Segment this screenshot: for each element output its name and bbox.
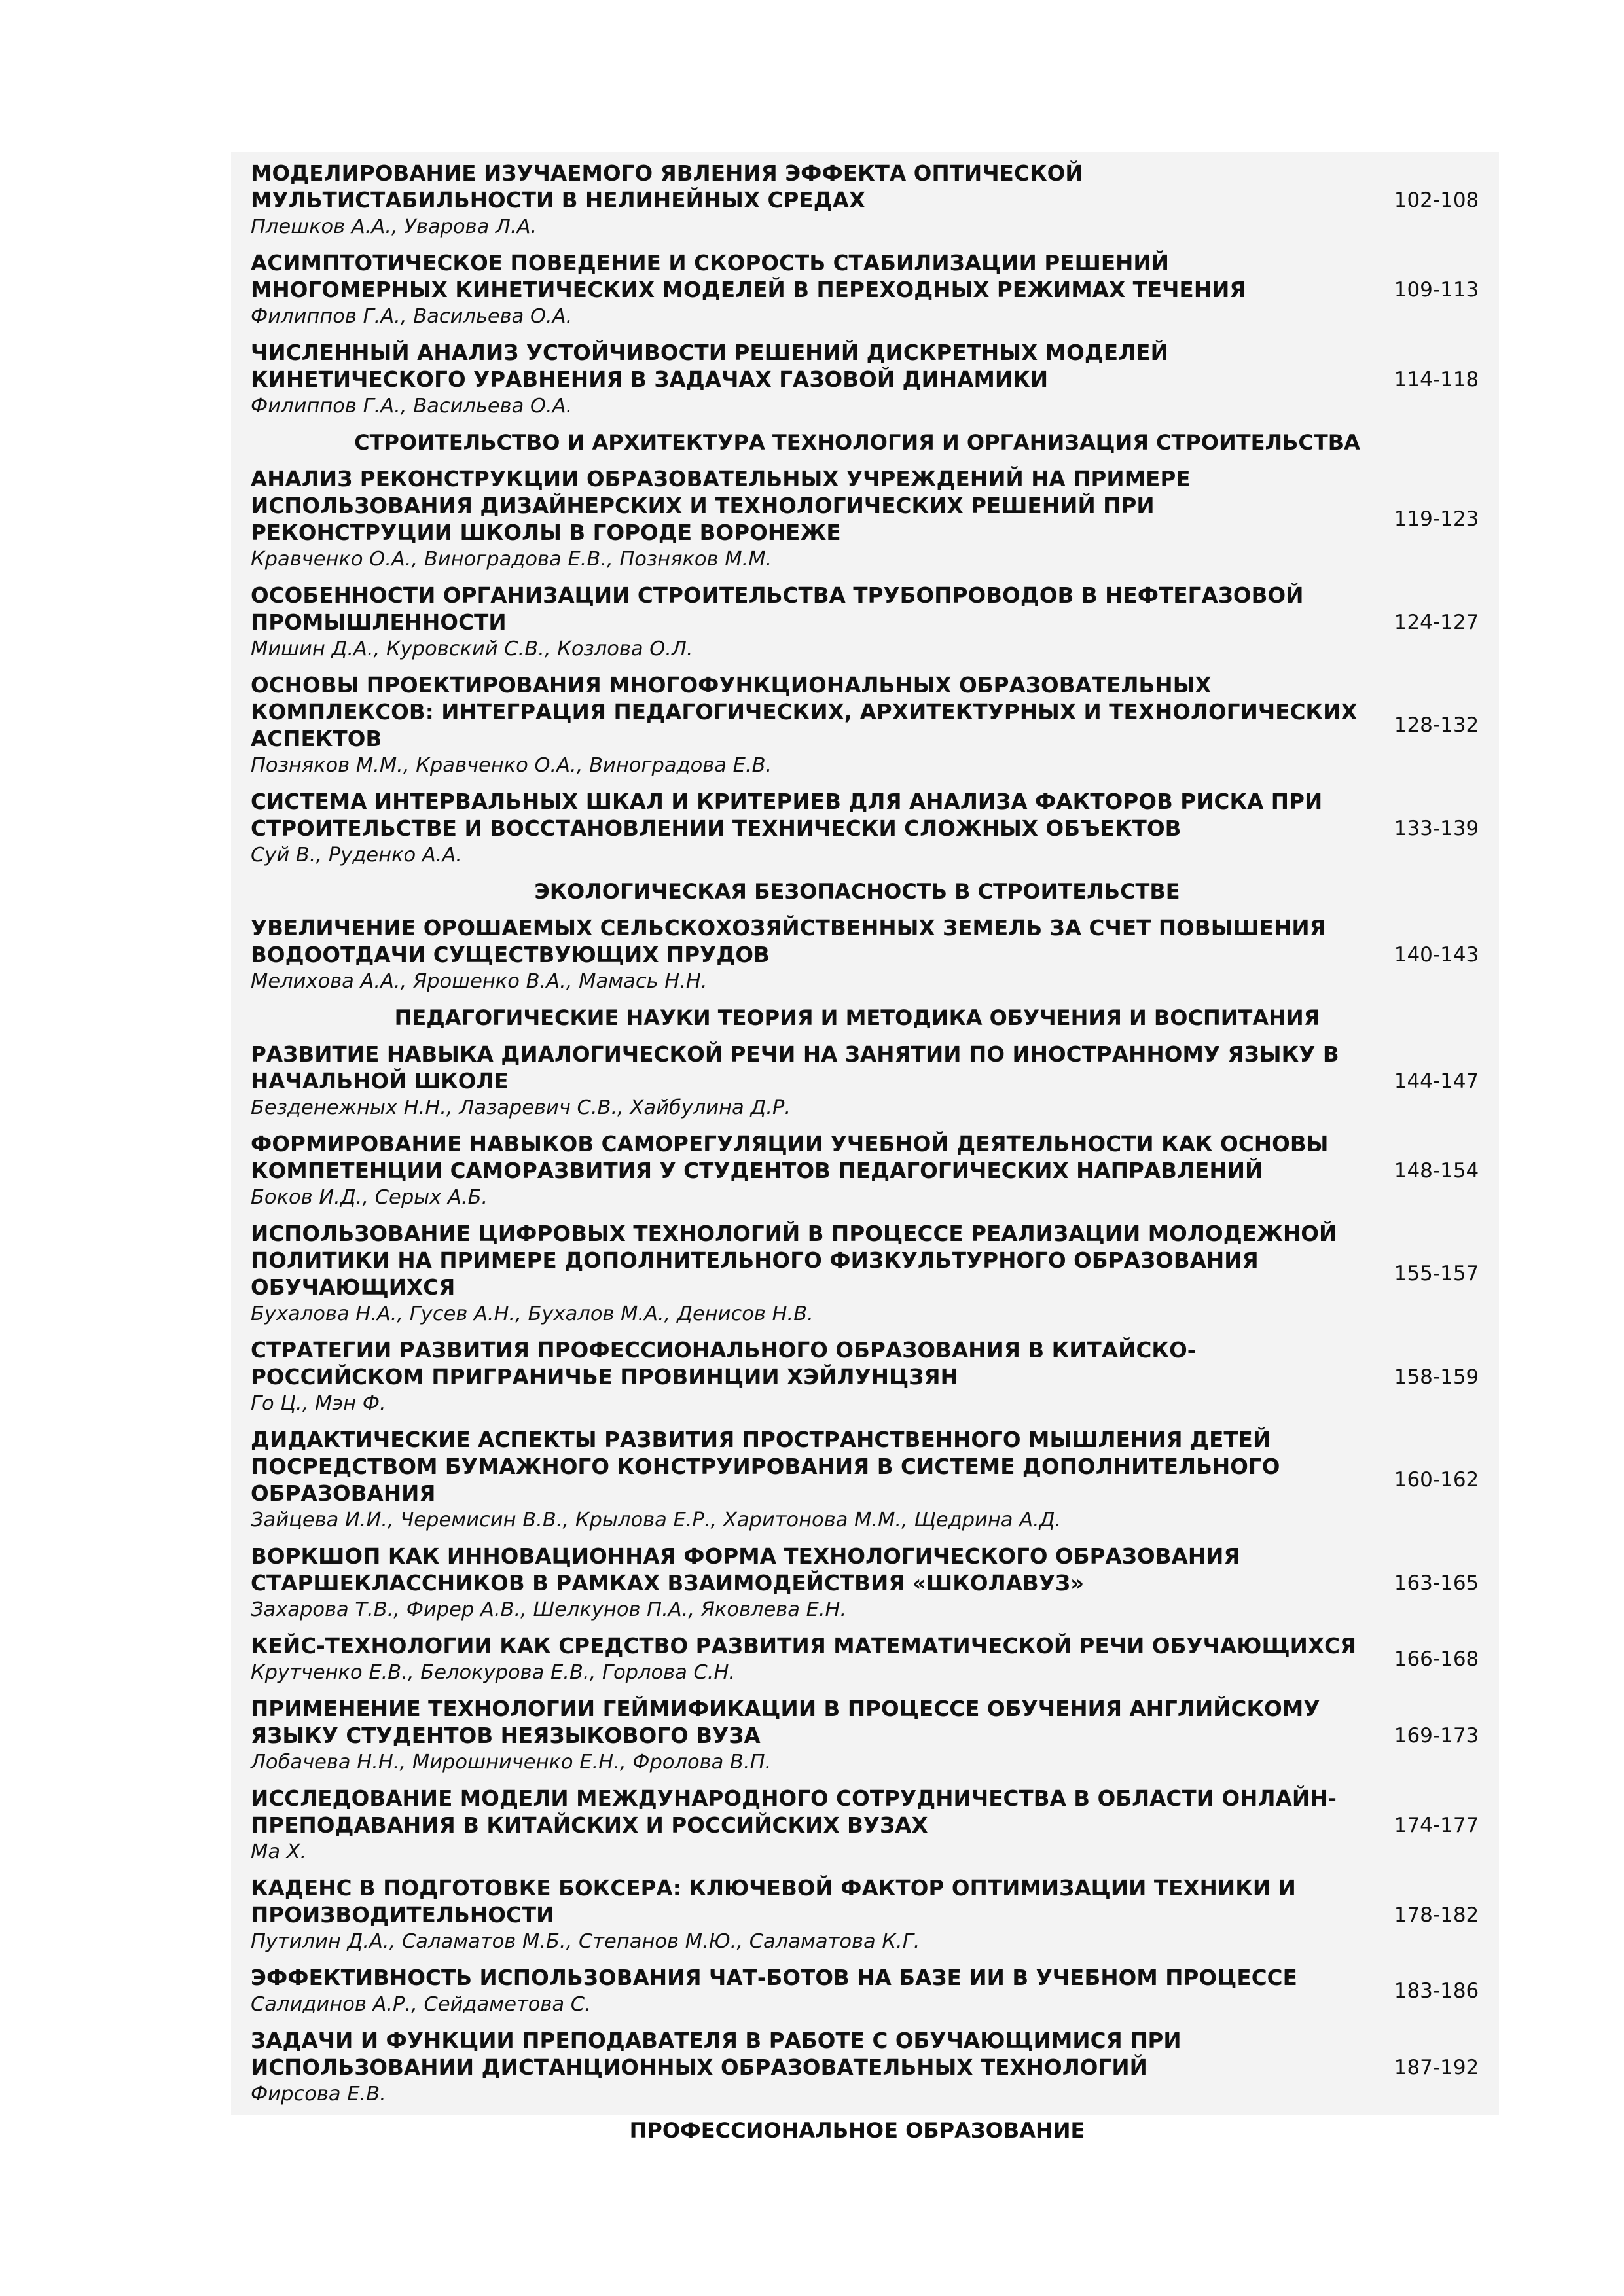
toc-entry bbox=[251, 1696, 1483, 1775]
entry-authors: Захарова Т.В., Фирер А.В., Шелкунов П.А., Яковлева Е.Н. bbox=[251, 1598, 847, 1621]
entry-authors: Боков И.Д., Серых А.Б. bbox=[251, 1186, 488, 1209]
entry-authors: Путилин Д.А., Саламатов М.Б., Степанов М.Ю., Саламатова К.Г. bbox=[251, 1930, 920, 1953]
entry-pages: 158-159 bbox=[1394, 1365, 1479, 1389]
entry-authors: Зайцева И.И., Черемисин В.В., Крылова Е.Р., Харитонова М.М., Щедрина А.Д. bbox=[251, 1509, 1062, 1532]
toc-entry bbox=[251, 2028, 1483, 2107]
entry-pages: 166-168 bbox=[1394, 1647, 1479, 1671]
entry-authors: Мелихова А.А., Ярошенко В.А., Мамась Н.Н. bbox=[251, 970, 708, 993]
entry-authors: Ма Х. bbox=[251, 1840, 307, 1863]
toc-entry bbox=[251, 1785, 1483, 1865]
entry-authors: Салидинов А.Р., Сейдаметова С. bbox=[251, 1993, 591, 2016]
entry-title: СТРАТЕГИИ РАЗВИТИЯ ПРОФЕССИОНАЛЬНОГО ОБРАЗОВАНИЯ В КИТАЙСКО-РОССИЙСКОМ ПРИГРАНИЧЬЕ ПРОВИНЦИИ ХЭЙЛУНЦЗЯН bbox=[251, 1338, 1197, 1390]
section-heading: ПРОФЕССИОНАЛЬНОЕ ОБРАЗОВАНИЕ bbox=[629, 2118, 1085, 2143]
entry-authors: Филиппов Г.А., Васильева О.А. bbox=[251, 395, 573, 418]
entry-authors: Плешков А.А., Уварова Л.А. bbox=[251, 215, 537, 238]
toc-entry bbox=[251, 583, 1483, 662]
entry-title: ФОРМИРОВАНИЕ НАВЫКОВ САМОРЕГУЛЯЦИИ УЧЕБНОЙ ДЕЯТЕЛЬНОСТИ КАК ОСНОВЫ КОМПЕТЕНЦИИ САМОРАЗВИТИЯ У СТУДЕНТОВ ПЕДАГОГИЧЕСКИХ НАПРАВЛЕНИЙ bbox=[251, 1132, 1329, 1183]
entry-pages: 178-182 bbox=[1394, 1903, 1479, 1927]
entry-authors: Крутченко Е.В., Белокурова Е.В., Горлова С.Н. bbox=[251, 1661, 736, 1684]
entry-title: ЗАДАЧИ И ФУНКЦИИ ПРЕПОДАВАТЕЛЯ В РАБОТЕ С ОБУЧАЮЩИМИСЯ ПРИ ИСПОЛЬЗОВАНИИ ДИСТАНЦИОННЫХ ОБРАЗОВАТЕЛЬНЫХ ТЕХНОЛОГИЙ bbox=[251, 2028, 1182, 2080]
entry-pages: 155-157 bbox=[1394, 1262, 1479, 1285]
entry-pages: 133-139 bbox=[1394, 816, 1479, 840]
entry-pages: 187-192 bbox=[1394, 2055, 1479, 2079]
toc-entry bbox=[251, 1965, 1483, 2017]
entry-title: РАЗВИТИЕ НАВЫКА ДИАЛОГИЧЕСКОЙ РЕЧИ НА ЗАНЯТИИ ПО ИНОСТРАННОМУ ЯЗЫКУ В НАЧАЛЬНОЙ ШКОЛЕ bbox=[251, 1042, 1339, 1094]
entry-pages: 102-108 bbox=[1394, 188, 1479, 212]
toc-entry bbox=[251, 1131, 1483, 1210]
entry-pages: 183-186 bbox=[1394, 1979, 1479, 2003]
entry-title: ДИДАКТИЧЕСКИЕ АСПЕКТЫ РАЗВИТИЯ ПРОСТРАНСТВЕННОГО МЫШЛЕНИЯ ДЕТЕЙ ПОСРЕДСТВОМ БУМАЖНОГО КОНСТРУИРОВАНИЯ В СИСТЕМЕ ДОПОЛНИТЕЛЬНОГО ОБРАЗОВАНИЯ bbox=[251, 1427, 1280, 1506]
entry-pages: 140-143 bbox=[1394, 942, 1479, 967]
entry-title: ВОРКШОП КАК ИННОВАЦИОННАЯ ФОРМА ТЕХНОЛОГИЧЕСКОГО ОБРАЗОВАНИЯ СТАРШЕКЛАССНИКОВ В РАМКАХ ВЗАИМОДЕЙСТВИЯ «ШКОЛАВУЗ» bbox=[251, 1544, 1240, 1596]
entry-authors: Бухалова Н.А., Гусев А.Н., Бухалов М.А., Денисов Н.В. bbox=[251, 1302, 814, 1325]
toc-entry bbox=[251, 672, 1483, 778]
entry-authors: Го Ц., Мэн Ф. bbox=[251, 1392, 386, 1415]
entry-title: ЧИСЛЕННЫЙ АНАЛИЗ УСТОЙЧИВОСТИ РЕШЕНИЙ ДИСКРЕТНЫХ МОДЕЛЕЙ КИНЕТИЧЕСКОГО УРАВНЕНИЯ В ЗАДАЧАХ ГАЗОВОЙ ДИНАМИКИ bbox=[251, 340, 1168, 392]
toc-entry bbox=[251, 1041, 1483, 1121]
toc-entry bbox=[251, 250, 1483, 329]
entry-authors: Позняков М.М., Кравченко О.А., Виноградова Е.В. bbox=[251, 754, 772, 777]
entry-authors: Мишин Д.А., Куровский С.В., Козлова О.Л. bbox=[251, 637, 693, 660]
toc-entry bbox=[251, 1427, 1483, 1533]
entry-authors: Суй В., Руденко А.А. bbox=[251, 844, 463, 867]
entry-title: ОСНОВЫ ПРОЕКТИРОВАНИЯ МНОГОФУНКЦИОНАЛЬНЫХ ОБРАЗОВАТЕЛЬНЫХ КОМПЛЕКСОВ: ИНТЕГРАЦИЯ ПЕДАГОГИЧЕСКИХ, АРХИТЕКТУРНЫХ И ТЕХНОЛОГИЧЕСКИХ АСПЕКТОВ bbox=[251, 673, 1358, 751]
entry-authors: Лобачева Н.Н., Мирошниченко Е.Н., Фролова В.П. bbox=[251, 1751, 772, 1774]
entry-authors: Филиппов Г.А., Васильева О.А. bbox=[251, 305, 573, 328]
entry-pages: 148-154 bbox=[1394, 1158, 1479, 1183]
toc-entry bbox=[251, 160, 1483, 240]
toc-entry bbox=[251, 1543, 1483, 1623]
entry-title: КАДЕНС В ПОДГОТОВКЕ БОКСЕРА: КЛЮЧЕВОЙ ФАКТОР ОПТИМИЗАЦИИ ТЕХНИКИ И ПРОИЗВОДИТЕЛЬНОСТИ bbox=[251, 1876, 1296, 1928]
entry-pages: 114-118 bbox=[1394, 367, 1479, 391]
toc-entry bbox=[251, 466, 1483, 572]
toc-entry bbox=[251, 1337, 1483, 1416]
entry-title: ИССЛЕДОВАНИЕ МОДЕЛИ МЕЖДУНАРОДНОГО СОТРУДНИЧЕСТВА В ОБЛАСТИ ОНЛАЙН-ПРЕПОДАВАНИЯ В КИТАЙСКИХ И РОССИЙСКИХ ВУЗАХ bbox=[251, 1786, 1337, 1838]
entry-authors: Кравченко О.А., Виноградова Е.В., Позняков М.М. bbox=[251, 548, 772, 571]
section-heading: ЭКОЛОГИЧЕСКАЯ БЕЗОПАСНОСТЬ В СТРОИТЕЛЬСТВЕ bbox=[534, 879, 1180, 904]
section-heading: ПЕДАГОГИЧЕСКИЕ НАУКИ ТЕОРИЯ И МЕТОДИКА ОБУЧЕНИЯ И ВОСПИТАНИЯ bbox=[394, 1005, 1320, 1030]
entry-pages: 174-177 bbox=[1394, 1813, 1479, 1837]
entry-authors: Безденежных Н.Н., Лазаревич С.В., Хайбулина Д.Р. bbox=[251, 1096, 791, 1119]
entry-title: СИСТЕМА ИНТЕРВАЛЬНЫХ ШКАЛ И КРИТЕРИЕВ ДЛЯ АНАЛИЗА ФАКТОРОВ РИСКА ПРИ СТРОИТЕЛЬСТВЕ И ВОССТАНОВЛЕНИИ ТЕХНИЧЕСКИ СЛОЖНЫХ ОБЪЕКТОВ bbox=[251, 789, 1323, 841]
entry-title: АСИМПТОТИЧЕСКОЕ ПОВЕДЕНИЕ И СКОРОСТЬ СТАБИЛИЗАЦИИ РЕШЕНИЙ МНОГОМЕРНЫХ КИНЕТИЧЕСКИХ МОДЕЛЕЙ В ПЕРЕХОДНЫХ РЕЖИМАХ ТЕЧЕНИЯ bbox=[251, 251, 1246, 302]
entry-title: МОДЕЛИРОВАНИЕ ИЗУЧАЕМОГО ЯВЛЕНИЯ ЭФФЕКТА ОПТИЧЕСКОЙ МУЛЬТИСТАБИЛЬНОСТИ В НЕЛИНЕЙНЫХ СРЕДАХ bbox=[251, 161, 1083, 213]
toc-entry bbox=[251, 1875, 1483, 1954]
toc-entry bbox=[251, 340, 1483, 419]
toc-entry bbox=[251, 915, 1483, 994]
entry-title: ЭФФЕКТИВНОСТЬ ИСПОЛЬЗОВАНИЯ ЧАТ-БОТОВ НА БАЗЕ ИИ В УЧЕБНОМ ПРОЦЕССЕ bbox=[251, 1965, 1297, 1990]
entry-title: ПРИМЕНЕНИЕ ТЕХНОЛОГИИ ГЕЙМИФИКАЦИИ В ПРОЦЕССЕ ОБУЧЕНИЯ АНГЛИЙСКОМУ ЯЗЫКУ СТУДЕНТОВ НЕЯЗЫКОВОГО ВУЗА bbox=[251, 1696, 1320, 1748]
entry-title: ИСПОЛЬЗОВАНИЕ ЦИФРОВЫХ ТЕХНОЛОГИЙ В ПРОЦЕССЕ РЕАЛИЗАЦИИ МОЛОДЕЖНОЙ ПОЛИТИКИ НА ПРИМЕРЕ ДОПОЛНИТЕЛЬНОГО ФИЗКУЛЬТУРНОГО ОБРАЗОВАНИЯ ОБУЧАЮЩИХСЯ bbox=[251, 1221, 1337, 1300]
toc-entry bbox=[251, 789, 1483, 868]
toc-entry bbox=[251, 1221, 1483, 1327]
entry-title: УВЕЛИЧЕНИЕ ОРОШАЕМЫХ СЕЛЬСКОХОЗЯЙСТВЕННЫХ ЗЕМЕЛЬ ЗА СЧЕТ ПОВЫШЕНИЯ ВОДООТДАЧИ СУЩЕСТВУЮЩИХ ПРУДОВ bbox=[251, 916, 1326, 967]
entry-pages: 124-127 bbox=[1394, 610, 1479, 634]
entry-pages: 119-123 bbox=[1394, 507, 1479, 531]
entry-pages: 144-147 bbox=[1394, 1069, 1479, 1093]
entry-title: КЕЙС-ТЕХНОЛОГИИ КАК СРЕДСТВО РАЗВИТИЯ МАТЕМАТИЧЕСКОЙ РЕЧИ ОБУЧАЮЩИХСЯ bbox=[251, 1634, 1357, 1659]
entry-title: АНАЛИЗ РЕКОНСТРУКЦИИ ОБРАЗОВАТЕЛЬНЫХ УЧРЕЖДЕНИЙ НА ПРИМЕРЕ ИСПОЛЬЗОВАНИЯ ДИЗАЙНЕРСКИХ И ТЕХНОЛОГИЧЕСКИХ РЕШЕНИЙ ПРИ РЕКОНСТРУЦИИ ШКОЛЫ В ГОРОДЕ ВОРОНЕЖЕ bbox=[251, 467, 1191, 545]
entry-authors: Фирсова Е.В. bbox=[251, 2083, 386, 2106]
entry-pages: 169-173 bbox=[1394, 1723, 1479, 1748]
section-heading: СТРОИТЕЛЬСТВО И АРХИТЕКТУРА ТЕХНОЛОГИЯ И ОРГАНИЗАЦИЯ СТРОИТЕЛЬСТВА bbox=[354, 430, 1360, 455]
entry-pages: 128-132 bbox=[1394, 713, 1479, 737]
toc-entry bbox=[251, 1633, 1483, 1685]
entry-pages: 109-113 bbox=[1394, 278, 1479, 302]
entry-pages: 160-162 bbox=[1394, 1468, 1479, 1492]
entry-pages: 163-165 bbox=[1394, 1571, 1479, 1595]
table-of-contents bbox=[231, 152, 1499, 2143]
entry-title: ОСОБЕННОСТИ ОРГАНИЗАЦИИ СТРОИТЕЛЬСТВА ТРУБОПРОВОДОВ В НЕФТЕГАЗОВОЙ ПРОМЫШЛЕННОСТИ bbox=[251, 583, 1304, 635]
